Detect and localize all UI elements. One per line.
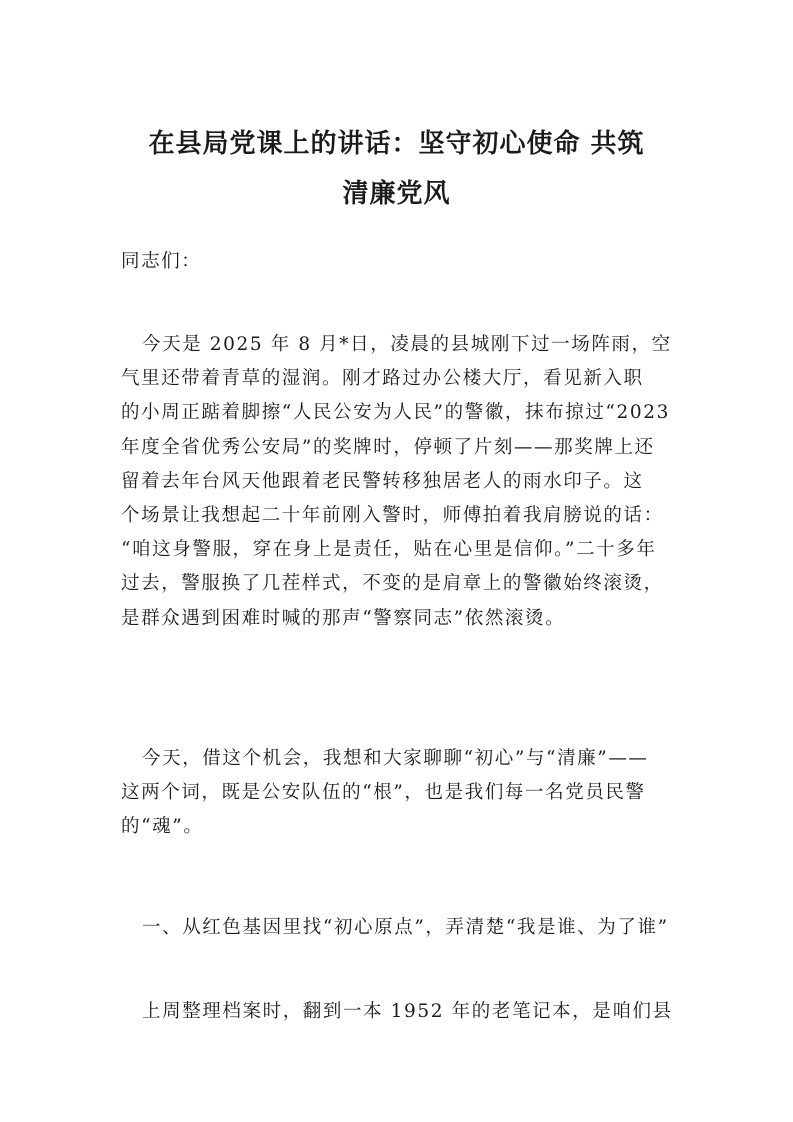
section-1-heading	[121, 911, 681, 945]
salutation-text: 同志们：	[121, 251, 202, 272]
title-line: 在县局党课上的讲话：坚守初心使命 共筑	[148, 129, 645, 159]
paragraph-2	[121, 742, 681, 845]
paragraph-line: 留着去年台风天他跟着老民警转移独居老人的雨水印子。这	[121, 470, 644, 492]
paragraph-line: 今天是 2025 年 8 月*日，凌晨的县城刚下过一场阵雨，空	[142, 334, 672, 355]
title-line: 清廉党风	[342, 179, 451, 209]
paragraph-line: “咱这身警服，穿在身上是责任，贴在心里是信仰。”二十多年	[121, 539, 657, 561]
paragraph-line: 个场景让我想起二十年前刚入警时，师傅拍着我肩膀说的话：	[121, 505, 664, 527]
document-title	[110, 119, 683, 219]
paragraph-line: 年度全省优秀公安局”的奖牌时，停顿了片刻——那奖牌上还	[121, 436, 655, 458]
paragraph-line: 的小周正踮着脚擦“人民公安为人民”的警徽，抹布掠过“2023	[121, 402, 670, 424]
paragraph-line: 的“魂”。	[121, 816, 204, 838]
paragraph-3	[121, 995, 681, 1029]
paragraph-line: 上周整理档案时，翻到一本 1952 年的老笔记本，是咱们县	[142, 1001, 673, 1022]
paragraph-line: 气里还带着青草的湿润。刚才路过办公楼大厅，看见新入职	[121, 368, 644, 390]
salutation	[121, 245, 681, 279]
paragraph-1	[121, 328, 681, 636]
paragraph-line: 过去，警服换了几茬样式，不变的是肩章上的警徽始终滚烫，	[121, 573, 664, 595]
paragraph-line: 是群众遇到困难时喊的那声“警察同志”依然滚烫。	[121, 607, 566, 629]
paragraph-line: 今天，借这个机会，我想和大家聊聊“初心”与“清廉”——	[142, 748, 649, 769]
paragraph-line: 这两个词，既是公安队伍的“根”，也是我们每一名党员民警	[121, 782, 646, 804]
section-heading-text: 一、从红色基因里找“初心原点”，弄清楚“我是谁、为了谁”	[142, 917, 669, 938]
